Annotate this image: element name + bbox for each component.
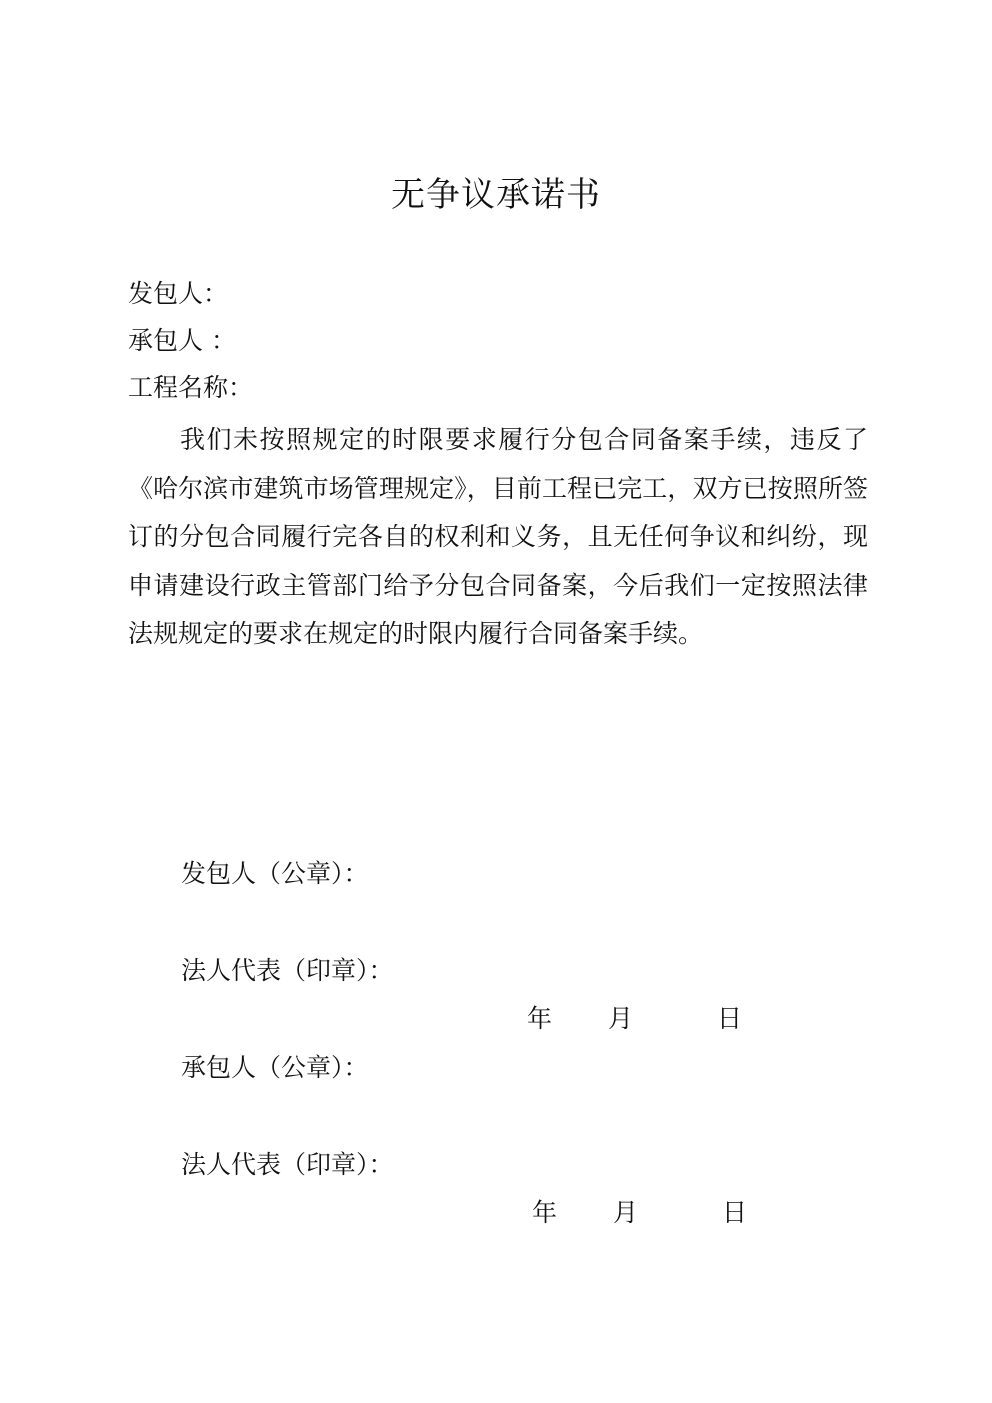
contractor-legal-rep-label: 法人代表（印章）： — [181, 1150, 394, 1179]
employer-seal-label: 发包人（公章）： — [181, 859, 369, 888]
contractor-date-year: 年 — [532, 1198, 558, 1227]
contractor-date-month: 月 — [613, 1198, 639, 1227]
employer-field-label: 发包人： — [128, 279, 229, 308]
document-title: 无争议承诺书 — [391, 175, 601, 215]
employer-date-month: 月 — [608, 1004, 634, 1033]
employer-legal-rep-label: 法人代表（印章）： — [181, 956, 394, 985]
contractor-field-label: 承包人 ： — [128, 326, 236, 355]
contractor-seal-label: 承包人（公章）： — [181, 1053, 369, 1082]
employer-date-day: 日 — [717, 1004, 743, 1033]
contractor-date-day: 日 — [722, 1198, 748, 1227]
project-name-field-label: 工程名称： — [128, 373, 254, 402]
commitment-body-paragraph: 我们未按照规定的时限要求履行分包合同备案手续，违反了《哈尔滨市建筑市场管理规定》，目前工程已完工，双方已按照所签订的分包合同履行完各自的权利和义务，且无任何争议和纠纷，现申请建设行政主管部门给予分包合同备案，今后我们一定按照法律法规规定的要求在规定的时限内履行合同备案手续。 — [128, 425, 868, 648]
employer-date-year: 年 — [527, 1004, 553, 1033]
